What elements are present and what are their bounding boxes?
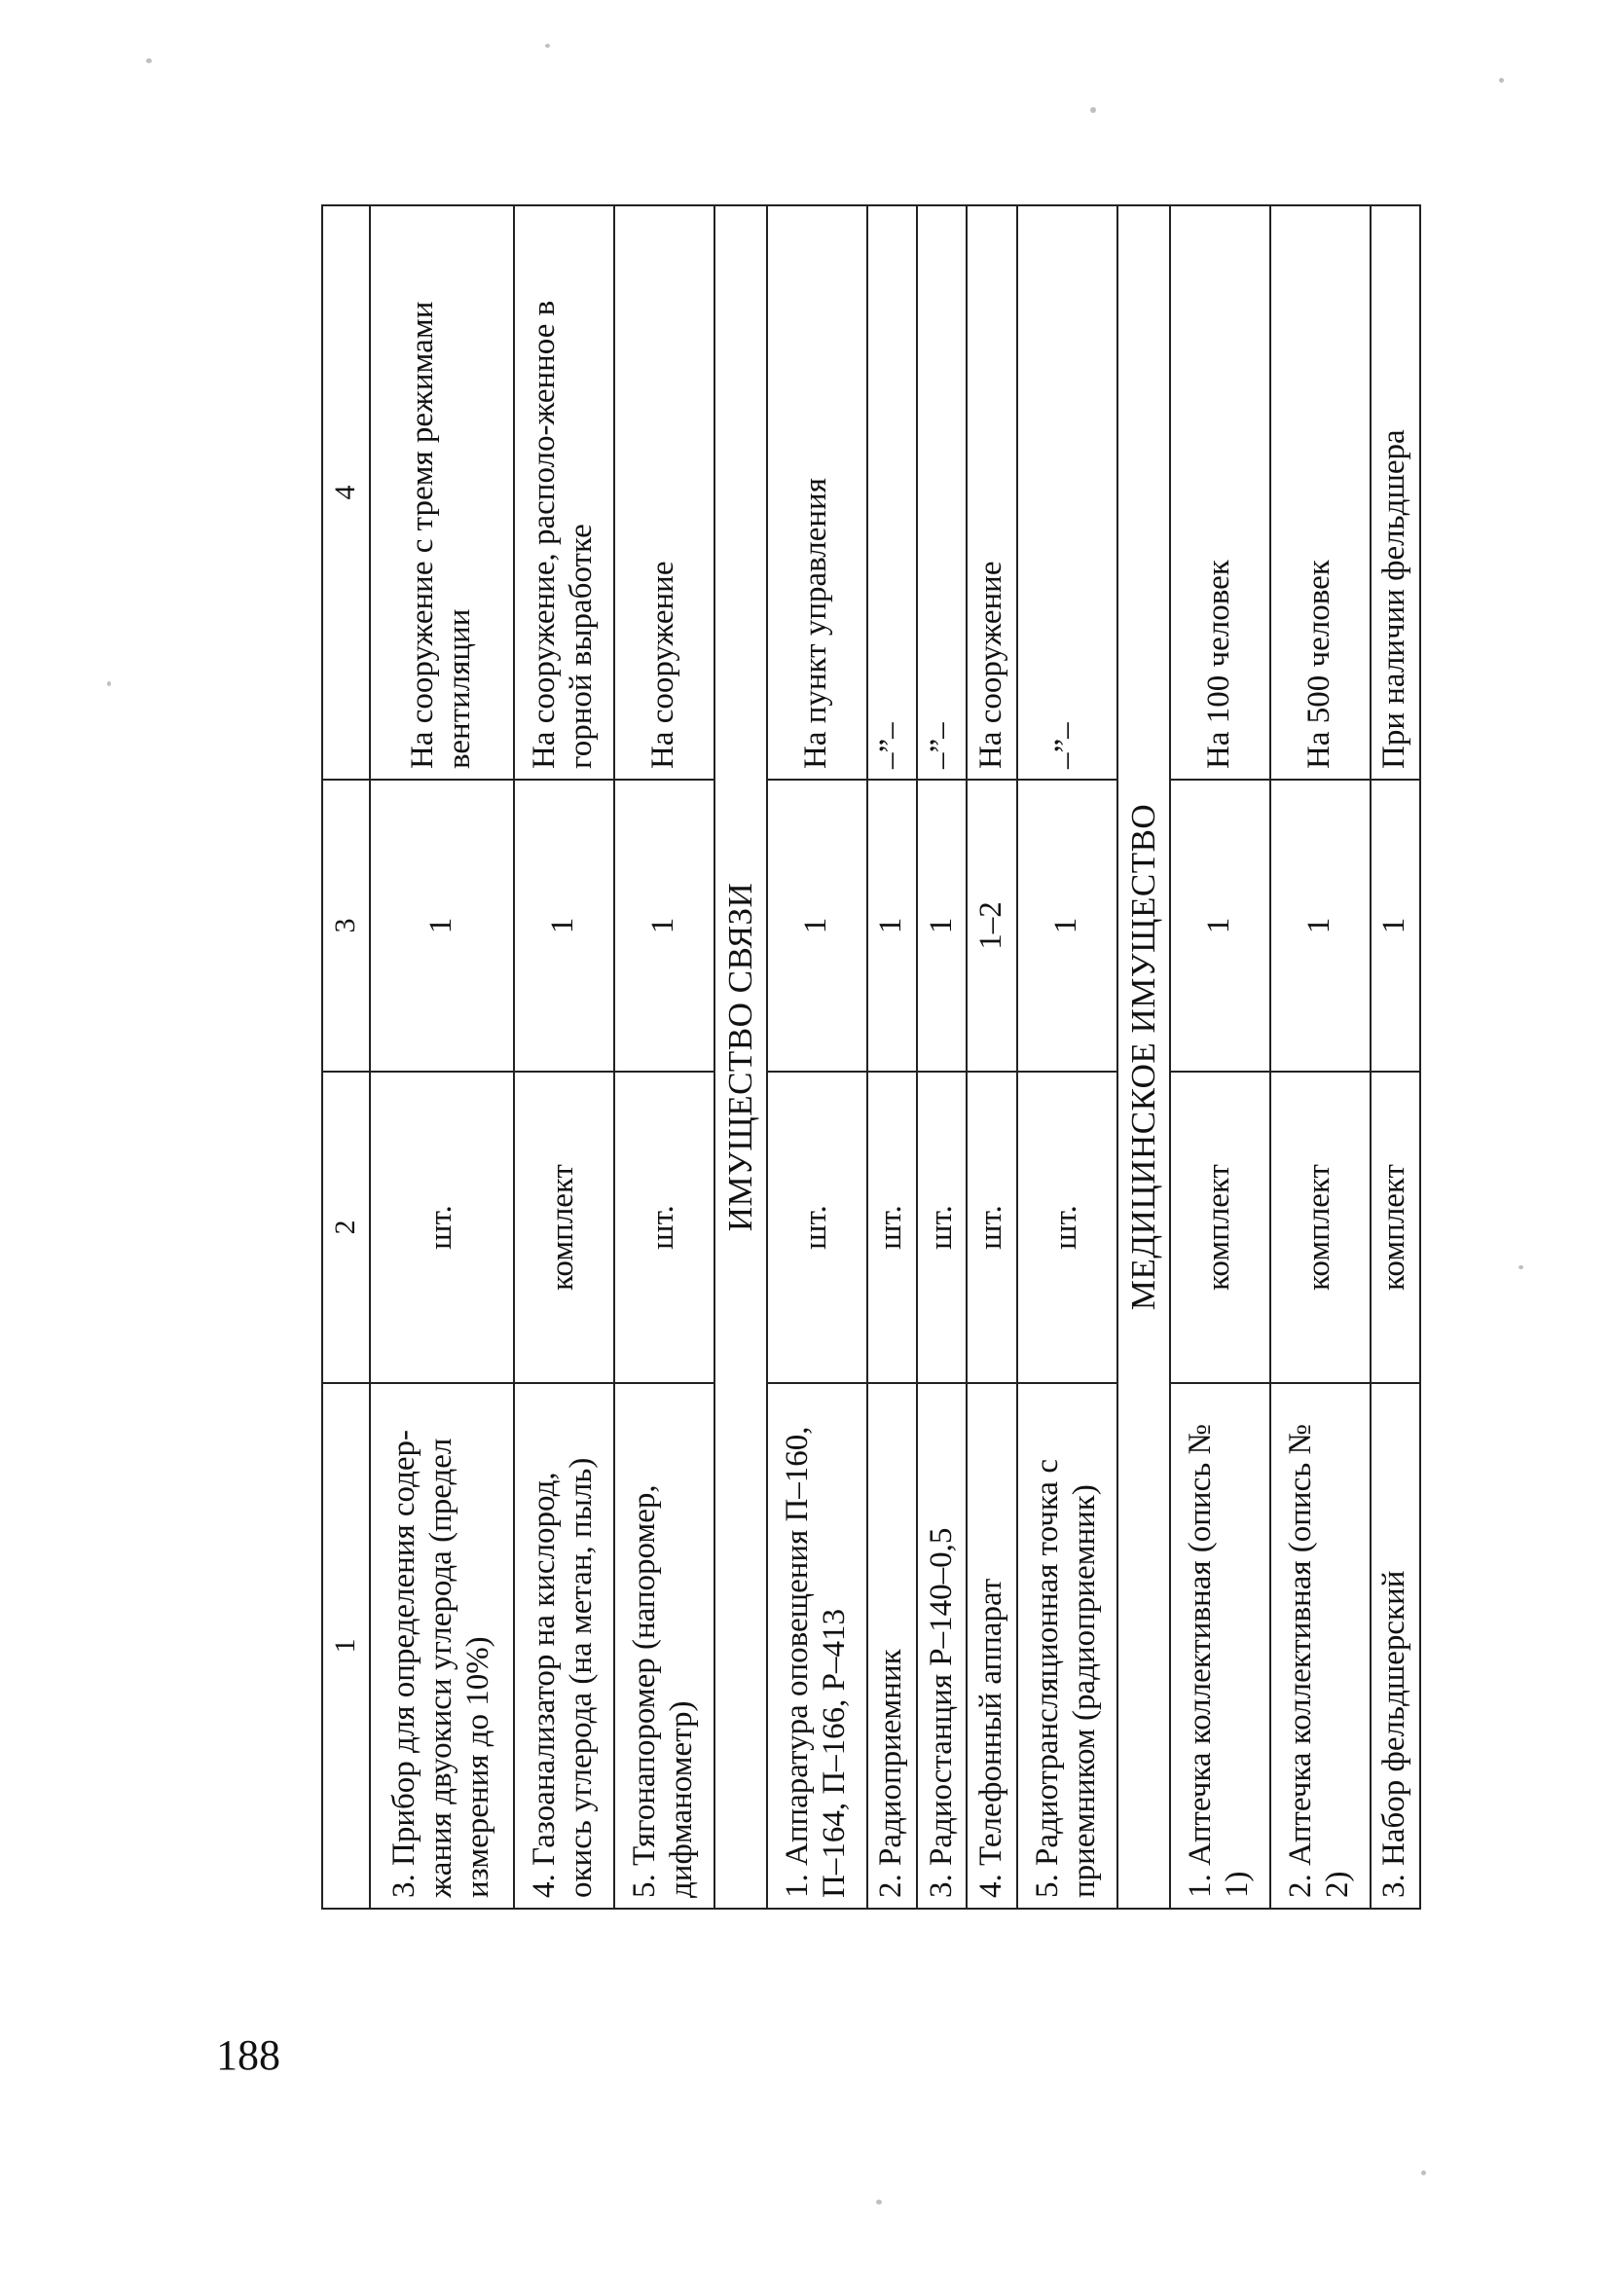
item-name-cell: 3. Набор фельдшерский	[1371, 1383, 1420, 1909]
table-header-row	[322, 205, 370, 1909]
scan-noise	[1421, 2170, 1426, 2175]
section-heading-medical: МЕДИЦИНСКОЕ ИМУЩЕСТВО	[1117, 205, 1170, 1909]
note-cell: –”–	[1017, 205, 1117, 780]
item-name-cell: 5. Радиотрансляционная точка с приемником (радиоприемник)	[1017, 1383, 1117, 1909]
quantity-cell: 1	[917, 780, 967, 1072]
quantity-cell: 1	[614, 780, 714, 1072]
unit-cell: комплект	[1170, 1072, 1270, 1383]
table-row	[614, 205, 714, 1909]
unit-cell: комплект	[514, 1072, 614, 1383]
unit-cell: комплект	[1270, 1072, 1371, 1383]
section-row	[1117, 205, 1170, 1909]
note-cell: На сооружение с тремя режимами вентиляции	[370, 205, 514, 780]
item-name-cell: 2. Аптечка коллективная (опись № 2)	[1270, 1383, 1371, 1909]
table-row	[1371, 205, 1420, 1909]
item-name-cell: 1. Аптечка коллективная (опись № 1)	[1170, 1383, 1270, 1909]
rotated-table-wrapper	[321, 206, 1421, 1910]
note-cell: При наличии фельдшера	[1371, 205, 1420, 780]
unit-cell: шт.	[867, 1072, 917, 1383]
item-name-cell: 3. Прибор для определения содер-жания двуокиси углерода (предел измерения до 10%)	[370, 1383, 514, 1909]
column-header: 2	[322, 1072, 370, 1383]
section-heading-communications: ИМУЩЕСТВО СВЯЗИ	[714, 205, 767, 1909]
table-row	[917, 205, 967, 1909]
page-number: 188	[216, 2031, 280, 2079]
unit-cell: шт.	[1017, 1072, 1117, 1383]
unit-cell: шт.	[767, 1072, 867, 1383]
table-row	[867, 205, 917, 1909]
scan-noise	[1090, 107, 1096, 113]
quantity-cell: 1	[1371, 780, 1420, 1072]
item-name-cell: 5. Тягонапоромер (напоромер, дифманометр)	[614, 1383, 714, 1909]
scan-noise	[107, 681, 111, 686]
note-cell: На пункт управления	[767, 205, 867, 780]
quantity-cell: 1	[1170, 780, 1270, 1072]
quantity-cell: 1	[1017, 780, 1117, 1072]
scan-noise	[1519, 1265, 1523, 1269]
scan-noise	[146, 58, 152, 63]
item-name-cell: 2. Радиоприемник	[867, 1383, 917, 1909]
table-row	[514, 205, 614, 1909]
item-name-cell: 4. Газоанализатор на кислород, окись углерода (на метан, пыль)	[514, 1383, 614, 1909]
note-cell: На 500 человек	[1270, 205, 1371, 780]
scan-noise	[876, 2200, 882, 2205]
note-cell: На сооружение	[967, 205, 1016, 780]
unit-cell: шт.	[967, 1072, 1016, 1383]
column-header: 3	[322, 780, 370, 1072]
table-row	[1170, 205, 1270, 1909]
note-cell: –”–	[917, 205, 967, 780]
item-name-cell: 1. Аппаратура оповещения П–160, П–164, П–166, Р–413	[767, 1383, 867, 1909]
column-header: 4	[322, 205, 370, 780]
column-header: 1	[322, 1383, 370, 1909]
unit-cell: комплект	[1371, 1072, 1420, 1383]
quantity-cell: 1	[767, 780, 867, 1072]
equipment-table	[321, 204, 1421, 1910]
quantity-cell: 1	[867, 780, 917, 1072]
note-cell: –”–	[867, 205, 917, 780]
unit-cell: шт.	[614, 1072, 714, 1383]
note-cell: На 100 человек	[1170, 205, 1270, 780]
table-row	[967, 205, 1016, 1909]
unit-cell: шт.	[370, 1072, 514, 1383]
table-row	[767, 205, 867, 1909]
note-cell: На сооружение	[614, 205, 714, 780]
quantity-cell: 1	[370, 780, 514, 1072]
quantity-cell: 1	[514, 780, 614, 1072]
quantity-cell: 1–2	[967, 780, 1016, 1072]
scan-noise	[545, 44, 550, 48]
table-row	[370, 205, 514, 1909]
note-cell: На сооружение, располо-женное в горной выработке	[514, 205, 614, 780]
unit-cell: шт.	[917, 1072, 967, 1383]
item-name-cell: 4. Телефонный аппарат	[967, 1383, 1016, 1909]
quantity-cell: 1	[1270, 780, 1371, 1072]
table-row	[1270, 205, 1371, 1909]
table-row	[1017, 205, 1117, 1909]
item-name-cell: 3. Радиостанция Р–140–0,5	[917, 1383, 967, 1909]
scan-noise	[1499, 78, 1504, 83]
section-row	[714, 205, 767, 1909]
